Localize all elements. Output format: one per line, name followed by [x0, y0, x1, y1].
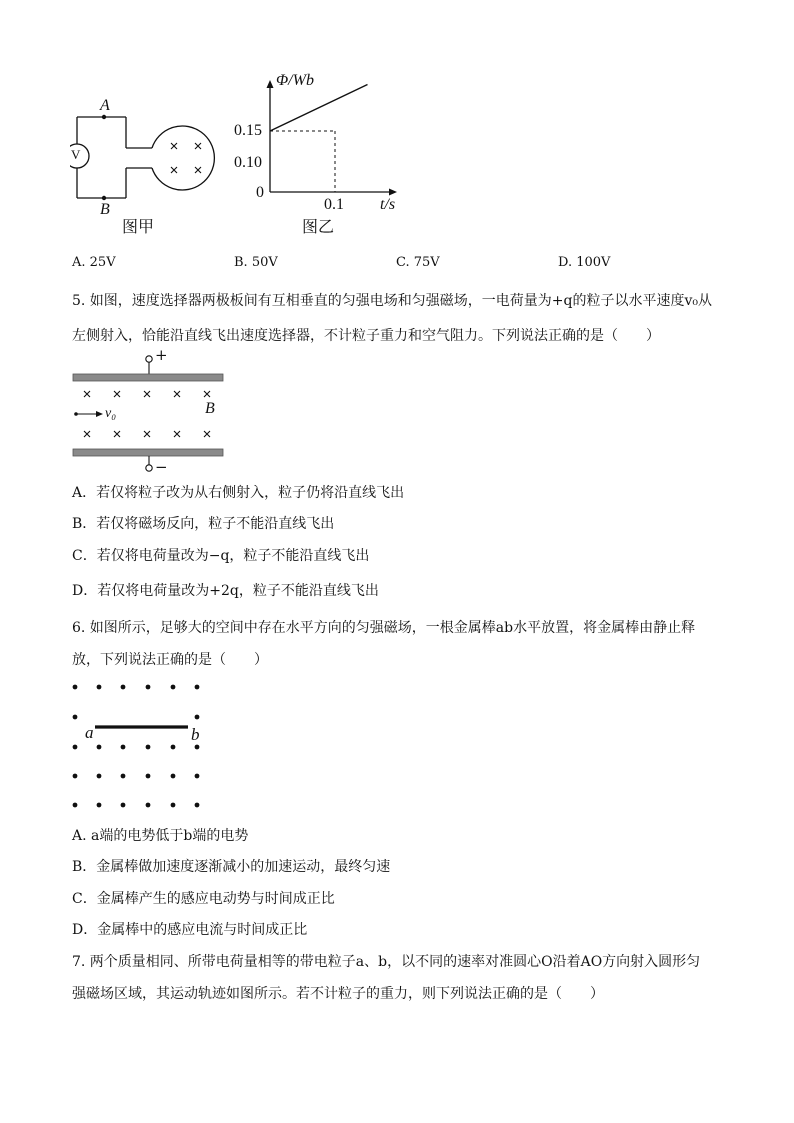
field-dot — [97, 745, 102, 750]
top-plate — [73, 374, 223, 381]
field-dot — [121, 803, 126, 808]
y-axis-arrow — [267, 80, 274, 88]
terminal-b — [102, 196, 106, 200]
q5-stem-line1: 5. 如图，速度选择器两极板间有互相垂直的匀强电场和匀强磁场，一电荷量为+q的粒子以水平速度v₀从 — [72, 293, 713, 309]
y-axis-label: Φ/Wb — [276, 72, 314, 89]
field-dot — [171, 685, 176, 690]
b-field-label: B — [205, 400, 215, 417]
field-dot — [171, 774, 176, 779]
field-dot — [146, 803, 151, 808]
negative-terminal — [146, 465, 152, 471]
velocity-label: v₀ — [105, 406, 117, 421]
y-tick-010: 0.10 — [234, 154, 262, 171]
x-axis-label: t/s — [380, 196, 396, 213]
field-dot — [171, 803, 176, 808]
q4-option-a: A. 25V — [72, 255, 116, 270]
field-dot — [73, 745, 78, 750]
x-axis-arrow — [389, 189, 397, 196]
q5-option-a: A．若仅将粒子改为从右侧射入，粒子仍将沿直线飞出 — [72, 485, 405, 501]
q5-option-c: C．若仅将电荷量改为−q，粒子不能沿直线飞出 — [72, 548, 370, 564]
bottom-plate — [73, 449, 223, 456]
field-dot — [97, 803, 102, 808]
field-dot — [73, 774, 78, 779]
minus-sign: − — [155, 458, 168, 476]
field-dot — [195, 745, 200, 750]
q6-option-a: A. a端的电势低于b端的电势 — [72, 828, 249, 844]
y-tick-015: 0.15 — [234, 122, 262, 139]
field-dot — [97, 685, 102, 690]
series-line — [270, 85, 368, 132]
field-dot — [121, 774, 126, 779]
label-b: B — [100, 201, 110, 218]
y-tick-0: 0 — [256, 184, 264, 201]
rod-end-b: b — [191, 725, 200, 744]
q6-option-b: B．金属棒做加速度逐渐减小的加速运动，最终匀速 — [72, 859, 391, 875]
field-dot — [171, 745, 176, 750]
field-dot — [195, 685, 200, 690]
q4-option-b: B. 50V — [234, 255, 278, 270]
label-a: A — [100, 97, 110, 114]
figure-jia-caption: 图甲 — [122, 217, 155, 236]
positive-terminal — [146, 356, 152, 362]
rod-end-a: a — [85, 723, 94, 742]
q5-stem-line2: 左侧射入，恰能沿直线飞出速度选择器，不计粒子重力和空气阻力。下列说法正确的是（ ） — [72, 328, 660, 344]
q7-stem-line1: 7. 两个质量相同、所带电荷量相等的带电粒子a、b，以不同的速率对准圆心O沿着AO方向射入圆形匀 — [72, 954, 701, 970]
q6-option-d: D．金属棒中的感应电流与时间成正比 — [72, 922, 308, 938]
field-dot — [73, 685, 78, 690]
field-dot — [146, 745, 151, 750]
plus-sign: + — [155, 346, 168, 364]
metal-rod-figure — [68, 680, 218, 815]
field-dot — [195, 803, 200, 808]
field-dot — [73, 715, 78, 720]
field-dot — [121, 745, 126, 750]
field-dot — [97, 774, 102, 779]
q4-option-d: D. 100V — [558, 255, 611, 270]
voltmeter-label: V — [71, 147, 81, 162]
q6-stem-line1: 6. 如图所示，足够大的空间中存在水平方向的匀强磁场，一根金属棒ab水平放置，将金属棒由静止释 — [72, 620, 696, 636]
velocity-selector-figure — [72, 346, 232, 476]
field-dot — [121, 685, 126, 690]
q7-stem-line2: 强磁场区域，其运动轨迹如图所示。若不计粒子的重力，则下列说法正确的是（ ） — [72, 986, 604, 1002]
field-dot — [146, 774, 151, 779]
figure-jia — [70, 95, 230, 235]
q6-stem-line2: 放，下列说法正确的是（ ） — [72, 652, 268, 668]
field-dot — [73, 803, 78, 808]
figure-yi-caption: 图乙 — [302, 217, 335, 236]
magnetic-field-crosses — [171, 143, 201, 173]
figure-yi — [228, 72, 408, 237]
q4-option-c: C. 75V — [396, 255, 440, 270]
q6-option-c: C．金属棒产生的感应电动势与时间成正比 — [72, 891, 335, 907]
magnetic-field-dots — [68, 680, 218, 815]
field-dot — [195, 715, 200, 720]
q5-option-b: B．若仅将磁场反向，粒子不能沿直线飞出 — [72, 516, 335, 532]
field-dot — [195, 774, 200, 779]
x-tick-01: 0.1 — [324, 196, 344, 213]
terminal-a — [102, 115, 106, 119]
field-dot — [146, 685, 151, 690]
q5-option-d: D．若仅将电荷量改为+2q，粒子不能沿直线飞出 — [72, 583, 379, 599]
